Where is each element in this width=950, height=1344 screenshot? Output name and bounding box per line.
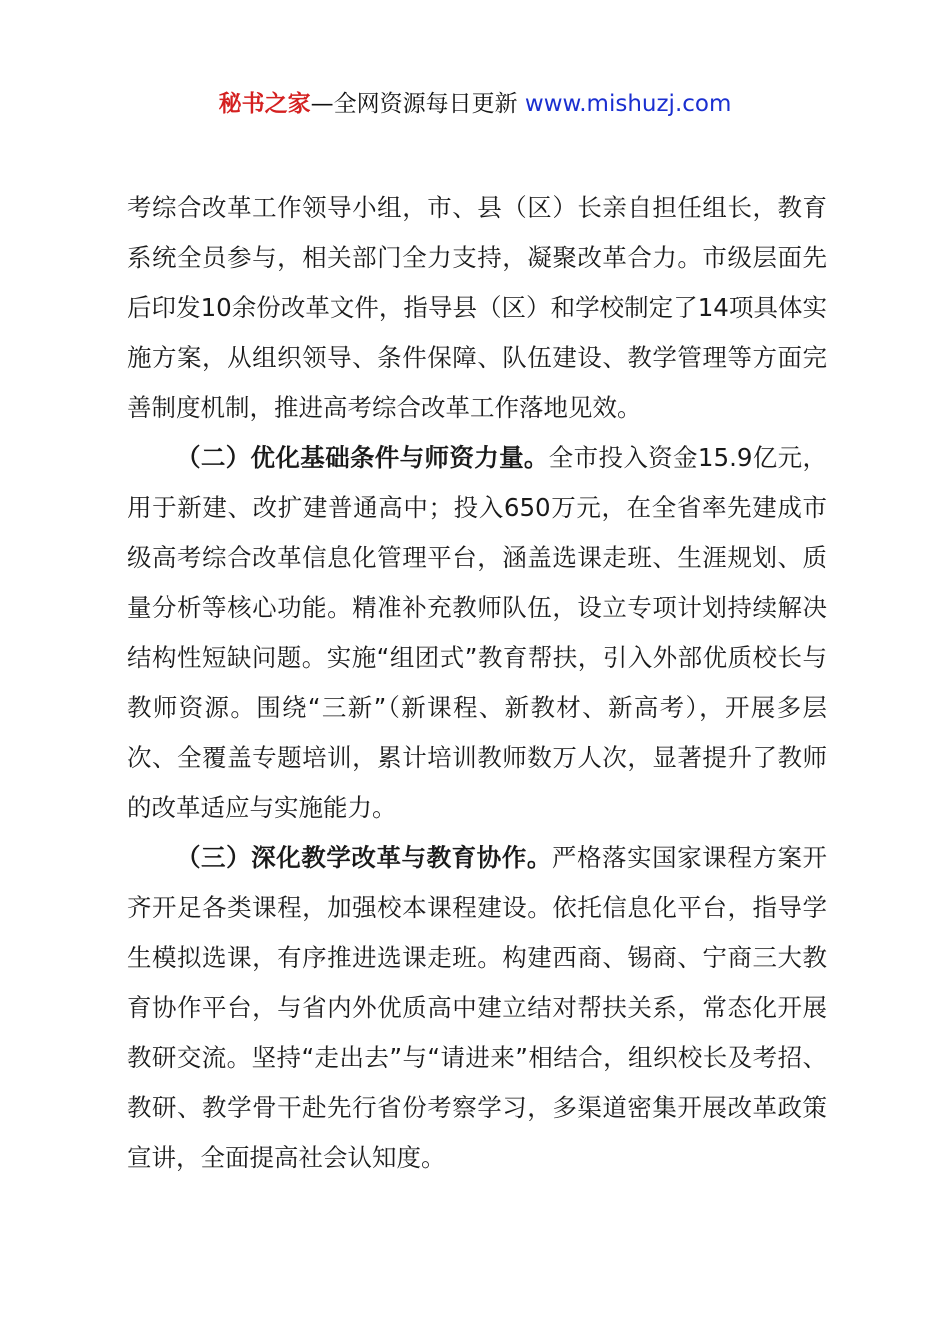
header-slogan: —全网资源每日更新 [310, 91, 525, 117]
section-heading: （三）深化教学改革与教育协作。 [176, 843, 552, 872]
paragraph-section-2 [127, 433, 827, 833]
paragraph-section-3 [127, 833, 827, 1183]
brand-name: 秘书之家 [218, 91, 311, 117]
paragraph-text: 严格落实国家课程方案开齐开足各类课程，加强校本课程建设。依托信息化平台，指导学生模拟选课，有序推进选课走班。构建西商、锡商、宁商三大教育协作平台，与省内外优质高中建立结对帮扶关系，常态化开展教研交流。坚持“走出去”与“请进来”相结合，组织校长及考招、教研、教学骨干赴先行省份考察学习，多渠道密集开展改革政策宣讲，全面提高社会认知度。 [127, 843, 828, 1172]
site-url-link[interactable]: www.mishuzj.com [524, 91, 732, 117]
section-heading: （二）优化基础条件与师资力量。 [176, 443, 549, 472]
paragraph-text: 全市投入资金15.9亿元，用于新建、改扩建普通高中；投入650万元，在全省率先建成市级高考综合改革信息化管理平台，涵盖选课走班、生涯规划、质量分析等核心功能。精准补充教师队伍，设立专项计划持续解决结构性短缺问题。实施“组团式”教育帮扶，引入外部优质校长与教师资源。围绕“三新”（新课程、新教材、新高考），开展多层次、全覆盖专题培训，累计培训教师数万人次，显著提升了教师的改革适应与实施能力。 [127, 443, 827, 822]
document-body [127, 183, 827, 1183]
paragraph-continuation [127, 183, 827, 433]
paragraph-text: 考综合改革工作领导小组，市、县（区）长亲自担任组长，教育系统全员参与，相关部门全力支持，凝聚改革合力。市级层面先后印发10余份改革文件，指导县（区）和学校制定了14项具体实施方案，从组织领导、条件保障、队伍建设、教学管理等方面完善制度机制，推进高考综合改革工作落地见效。 [127, 193, 827, 422]
page-header [0, 86, 950, 122]
